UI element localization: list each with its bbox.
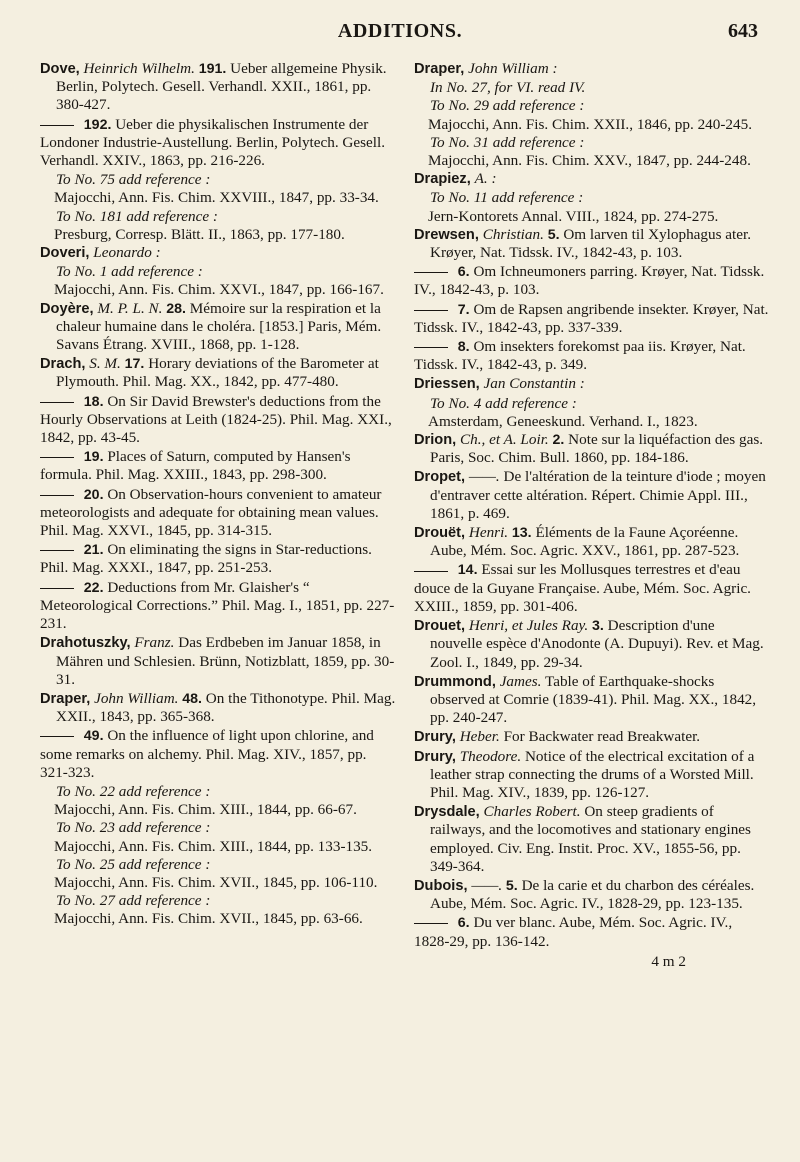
reference-label: To No. 181 add reference : bbox=[56, 207, 218, 225]
page-number: 643 bbox=[728, 20, 758, 42]
reference-label: To No. 4 add reference : bbox=[430, 394, 577, 412]
added-reference bbox=[40, 856, 396, 892]
added-reference bbox=[414, 79, 770, 97]
reference-text: Jern-Kontorets Annal. VIII., 1824, pp. 274-275. bbox=[428, 207, 719, 225]
author-given-name: Heinrich Wilhelm. bbox=[83, 60, 195, 77]
entry-number: 13. bbox=[511, 525, 532, 542]
entry-number: 17. bbox=[124, 356, 145, 373]
author-surname: Drewsen, bbox=[414, 226, 479, 243]
added-reference bbox=[40, 783, 396, 819]
entry-number: 6. bbox=[457, 264, 470, 281]
entry-text: Om larven til Xylophagus ater. Krøyer, Nat. Tidssk. IV., 1842-43, p. 103. bbox=[430, 225, 752, 262]
author-surname: Drahotuszky, bbox=[40, 635, 131, 652]
bibliography-entry bbox=[414, 803, 770, 876]
reference-text: Majocchi, Ann. Fis. Chim. XXII., 1846, pp. 240-245. bbox=[428, 115, 752, 133]
entry-number: 48. bbox=[182, 690, 202, 707]
entry-number: 18. bbox=[83, 393, 104, 410]
printer-signature: 4 m 2 bbox=[651, 952, 686, 970]
reference-text: Majocchi, Ann. Fis. Chim. XXV., 1847, pp. 244-248. bbox=[428, 152, 751, 170]
bibliography-entry bbox=[414, 524, 770, 560]
entry-number: 6. bbox=[457, 915, 470, 932]
bibliography-subentry bbox=[40, 727, 396, 782]
entry-text: Essai sur les Mollusques terrestres et d'eau douce de la Guyane Française. Aube, Mém. Soc. Agric. XXIII., 1859, pp. 301-406. bbox=[414, 561, 751, 615]
author-given-name: Charles Robert. bbox=[483, 803, 581, 821]
entry-text: On Sir David Brewster's deductions from the Hourly Observations at Leith (1824-25). Phil. Mag. XXI., 1842, pp. 43-45. bbox=[40, 392, 392, 447]
entry-text: On Observation-hours convenient to amateur meteorologists and adequate for obtaining mean values. Phil. Mag. XXVI., 1845, pp. 314-315. bbox=[40, 485, 382, 540]
entry-number: 22. bbox=[83, 579, 104, 596]
entry-text: Deductions from Mr. Glaisher's “ Meteorological Corrections.” Phil. Mag. I., 1851, pp. 227-231. bbox=[40, 578, 395, 633]
added-reference bbox=[40, 171, 396, 207]
author-surname: Dropet, bbox=[414, 469, 466, 486]
reference-text: Majocchi, Ann. Fis. Chim. XIII., 1844, pp. 133-135. bbox=[54, 837, 373, 855]
author-surname: Drapiez, bbox=[414, 171, 471, 188]
author-given-name: Theodore. bbox=[459, 747, 522, 765]
author-given-name: S. M. bbox=[89, 355, 121, 373]
author-given-name: ——. bbox=[468, 468, 500, 486]
author-given-name: Franz. bbox=[134, 634, 175, 652]
bibliography-entry bbox=[414, 617, 770, 672]
entry-number: 20. bbox=[83, 486, 104, 503]
bibliography-entry bbox=[414, 431, 770, 467]
author-surname: Drysdale, bbox=[414, 804, 480, 821]
reference-label: To No. 75 add reference : bbox=[56, 171, 211, 189]
author-surname: Drouet, bbox=[414, 618, 466, 635]
added-reference bbox=[40, 263, 396, 299]
entry-number: 191. bbox=[198, 61, 227, 77]
ditto-dash bbox=[40, 588, 74, 589]
author-surname: Doyère, bbox=[40, 300, 94, 317]
bibliography-entry bbox=[414, 60, 770, 78]
entry-number: 5. bbox=[505, 877, 518, 894]
author-given-name: Henri. bbox=[468, 524, 509, 542]
reference-text: Majocchi, Ann. Fis. Chim. XXVI., 1847, pp. 166-167. bbox=[54, 281, 384, 299]
entry-text: On steep gradients of railways, and the locomotives and stationary engines employed. Civ. Eng. Instit. Proc. XV., 1855-56, pp. 349-364. bbox=[430, 803, 751, 875]
ditto-dash bbox=[40, 125, 74, 126]
entry-text: De l'altération de la teinture d'iode ; moyen d'entraver cette altération. Répert. Chimie Appl. III., 1861, p. 469. bbox=[430, 468, 766, 522]
ditto-dash bbox=[414, 571, 448, 572]
added-reference bbox=[40, 819, 396, 855]
entry-text: Om insekters forekomst paa iis. Krøyer, Nat. Tidssk. IV., 1842-43, p. 349. bbox=[414, 338, 746, 374]
bibliography-subentry bbox=[40, 541, 396, 577]
author-given-name: A. : bbox=[474, 170, 497, 188]
reference-text: Amsterdam, Geneeskund. Verhand. I., 1823. bbox=[428, 412, 698, 430]
bibliography-subentry bbox=[414, 338, 770, 374]
entry-number: 3. bbox=[592, 618, 604, 635]
added-reference bbox=[40, 208, 396, 244]
bibliography-subentry bbox=[414, 263, 770, 299]
ditto-dash bbox=[40, 457, 74, 458]
author-given-name: John William. bbox=[94, 689, 179, 707]
author-surname: Dubois, bbox=[414, 877, 468, 894]
author-surname: Drury, bbox=[414, 748, 456, 765]
author-surname: Draper, bbox=[40, 690, 91, 707]
entry-number: 5. bbox=[547, 226, 560, 243]
added-reference bbox=[414, 395, 770, 431]
entry-text: De la carie et du charbon des céréales. Aube, Mém. Soc. Agric. IV., 1828-29, pp. 123-135. bbox=[430, 876, 755, 913]
bibliography-entry bbox=[414, 748, 770, 803]
author-given-name: M. P. L. N. bbox=[97, 299, 163, 317]
ditto-dash bbox=[40, 736, 74, 737]
reference-text: Majocchi, Ann. Fis. Chim. XXVIII., 1847, pp. 33-34. bbox=[54, 189, 379, 207]
author-surname: Doveri, bbox=[40, 245, 90, 262]
reference-label: To No. 1 add reference : bbox=[56, 263, 203, 281]
bibliography-entry bbox=[414, 226, 770, 262]
bibliography-subentry bbox=[40, 448, 396, 484]
right-column bbox=[414, 60, 770, 971]
bibliography-entry bbox=[414, 468, 770, 523]
added-reference bbox=[40, 892, 396, 928]
bibliography-entry bbox=[414, 673, 770, 728]
author-surname: Dove, bbox=[40, 61, 80, 77]
author-given-name: John William : bbox=[468, 60, 558, 77]
reference-text: Majocchi, Ann. Fis. Chim. XIII., 1844, pp. 66-67. bbox=[54, 801, 357, 819]
entry-number: 49. bbox=[83, 728, 104, 745]
entry-text: On the influence of light upon chlorine, and some remarks on alchemy. Phil. Mag. XIV., 1857, pp. 321-323. bbox=[40, 727, 374, 781]
entry-text: On eliminating the signs in Star-reductions. Phil. Mag. XXXI., 1847, pp. 251-253. bbox=[40, 541, 372, 577]
author-surname: Drion, bbox=[414, 432, 457, 449]
entry-text: Places of Saturn, computed by Hansen's formula. Phil. Mag. XXIII., 1843, pp. 298-300. bbox=[40, 448, 351, 484]
reference-label: To No. 31 add reference : bbox=[430, 133, 585, 151]
entry-number: 14. bbox=[457, 562, 478, 579]
entry-text: Om de Rapsen angribende insekter. Krøyer, Nat. Tidssk. IV., 1842-43, pp. 337-339. bbox=[414, 300, 769, 336]
reference-label: In No. 27, for VI. read IV. bbox=[430, 79, 586, 97]
entry-number: 192. bbox=[83, 116, 112, 133]
bibliography-entry bbox=[40, 690, 396, 726]
bibliography-entry bbox=[40, 634, 396, 689]
ditto-dash bbox=[40, 402, 74, 403]
bibliography-entry bbox=[40, 355, 396, 391]
added-reference bbox=[414, 134, 770, 170]
entry-text: For Backwater read Breakwater. bbox=[503, 728, 701, 746]
entry-text: Table of Earthquake-shocks observed at Comrie (1839-41). Phil. Mag. XX., 1842, pp. 240-247. bbox=[430, 672, 757, 727]
author-given-name: ——. bbox=[471, 876, 503, 894]
entry-number: 21. bbox=[83, 542, 104, 559]
author-surname: Drury, bbox=[414, 729, 456, 746]
reference-text: Majocchi, Ann. Fis. Chim. XVII., 1845, pp. 63-66. bbox=[54, 910, 363, 928]
author-given-name: Jan Constantin : bbox=[483, 375, 585, 393]
bibliography-subentry bbox=[40, 486, 396, 541]
bibliography-entry bbox=[414, 728, 770, 746]
reference-label: To No. 23 add reference : bbox=[56, 819, 211, 837]
author-given-name: Leonardo : bbox=[93, 244, 161, 262]
running-title: ADDITIONS. bbox=[337, 20, 463, 42]
entry-text: Mémoire sur la respiration et la chaleur humaine dans le choléra. [1853.] Paris, Mém. Savans Étrang. XVIII., 1868, pp. 1-128. bbox=[56, 299, 382, 354]
author-given-name: James. bbox=[499, 672, 542, 690]
entry-text: Note sur la liquéfaction des gas. Paris, Soc. Chim. Bull. 1860, pp. 184-186. bbox=[430, 431, 764, 467]
entry-text: Das Erdbeben im Januar 1858, in Mähren und Schlesien. Brünn, Notizblatt, 1859, pp. 30-31. bbox=[56, 634, 395, 688]
reference-label: To No. 11 add reference : bbox=[430, 189, 584, 207]
bibliography-subentry bbox=[40, 579, 396, 634]
reference-label: To No. 25 add reference : bbox=[56, 855, 211, 873]
entry-number: 7. bbox=[457, 301, 470, 318]
entry-text: Éléments de la Faune Açoréenne. Aube, Mém. Soc. Agric. XXV., 1861, pp. 287-523. bbox=[430, 524, 740, 560]
bibliography-entry bbox=[414, 877, 770, 913]
bibliography-entry bbox=[414, 375, 770, 393]
entry-text: Ueber allgemeine Physik. Berlin, Polytech. Gesell. Verhandl. XXII., 1861, pp. 380-427. bbox=[56, 60, 387, 114]
entry-text: Du ver blanc. Aube, Mém. Soc. Agric. IV., 1828-29, pp. 136-142. bbox=[414, 914, 733, 950]
reference-label: To No. 29 add reference : bbox=[430, 97, 585, 115]
entry-text: Horary deviations of the Barometer at Plymouth. Phil. Mag. XX., 1842, pp. 477-480. bbox=[56, 355, 379, 391]
bibliography-subentry bbox=[414, 301, 770, 337]
entry-text: Description d'une nouvelle espèce d'Anodonte (A. Dupuyi). Rev. et Mag. Zool. I., 1849, pp. 29-34. bbox=[430, 617, 764, 671]
entry-text: Om Ichneumoners parring. Krøyer, Nat. Tidssk. IV., 1842-43, p. 103. bbox=[414, 263, 765, 299]
reference-text: Majocchi, Ann. Fis. Chim. XVII., 1845, pp. 106-110. bbox=[54, 873, 378, 891]
author-surname: Drach, bbox=[40, 356, 86, 373]
entry-number: 19. bbox=[83, 449, 104, 466]
added-reference bbox=[414, 97, 770, 133]
entry-text: Ueber die physikalischen Instrumente der Londoner Industrie-Austellung. Berlin, Polytech. Gesell. Verhandl. XXIV., 1863, pp. 216-226. bbox=[40, 115, 386, 170]
ditto-dash bbox=[414, 347, 448, 348]
reference-text: Presburg, Corresp. Blätt. II., 1863, pp. 177-180. bbox=[54, 225, 345, 243]
entry-number: 28. bbox=[166, 300, 186, 317]
author-given-name: Henri, et Jules Ray. bbox=[468, 617, 589, 635]
entry-number: 8. bbox=[457, 339, 470, 356]
author-surname: Driessen, bbox=[414, 376, 480, 393]
author-given-name: Ch., et A. Loir. bbox=[459, 431, 549, 449]
entry-text: Notice of the electrical excitation of a leather strap connecting the drums of a Worsted Mill. Phil. Mag. XIV., 1839, pp. 126-127. bbox=[430, 747, 755, 801]
reference-label: To No. 22 add reference : bbox=[56, 782, 211, 800]
bibliography-subentry bbox=[414, 561, 770, 616]
bibliography-subentry bbox=[414, 914, 770, 950]
ditto-dash bbox=[414, 272, 448, 273]
author-surname: Drouët, bbox=[414, 525, 466, 542]
author-surname: Drummond, bbox=[414, 673, 496, 690]
bibliography-entry bbox=[40, 60, 396, 115]
bibliography-subentry bbox=[40, 393, 396, 448]
entry-text: On the Tithonotype. Phil. Mag. XXII., 1843, pp. 365-368. bbox=[56, 689, 396, 726]
bibliography-entry bbox=[414, 170, 770, 188]
page-header bbox=[0, 20, 800, 50]
entry-number: 2. bbox=[552, 432, 565, 449]
author-surname: Draper, bbox=[414, 61, 465, 77]
bibliography-subentry bbox=[40, 116, 396, 171]
ditto-dash bbox=[40, 495, 74, 496]
bibliography-entry bbox=[40, 244, 396, 262]
added-reference bbox=[414, 189, 770, 225]
reference-label: To No. 27 add reference : bbox=[56, 892, 211, 910]
ditto-dash bbox=[414, 310, 448, 311]
author-given-name: Heber. bbox=[459, 728, 500, 746]
bibliography-entry bbox=[40, 300, 396, 355]
ditto-dash bbox=[414, 923, 448, 924]
author-given-name: Christian. bbox=[482, 225, 544, 243]
ditto-dash bbox=[40, 550, 74, 551]
left-column bbox=[40, 60, 396, 929]
